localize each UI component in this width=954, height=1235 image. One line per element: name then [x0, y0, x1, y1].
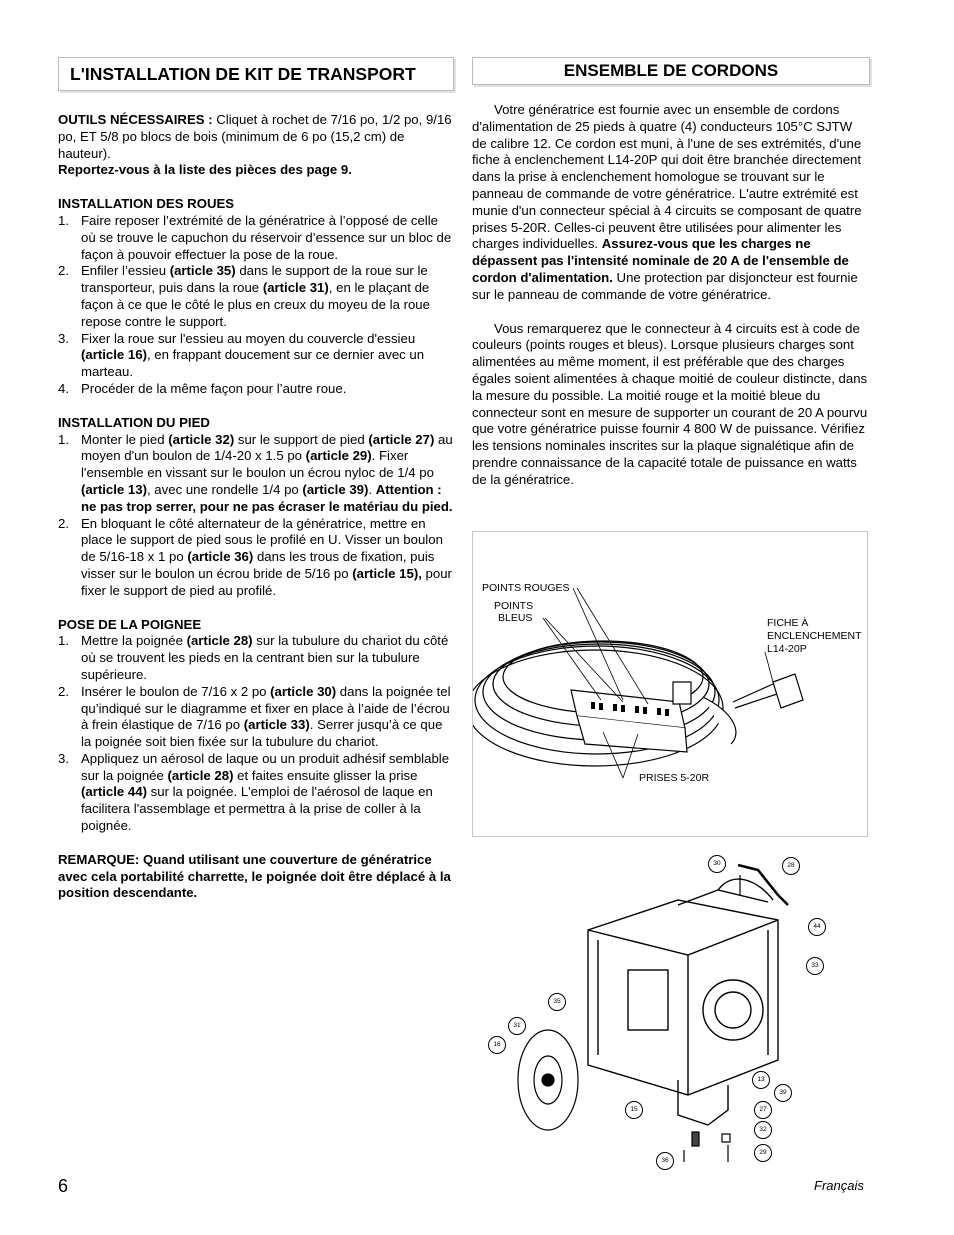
list-item: 3. Fixer la roue sur l'essieu au moyen du couvercle d'essieu (article 16), en frappant doucement sur ce dernier avec un marteau.	[58, 330, 425, 380]
list-item: 1. Faire reposer l’extrémité de la génératrice à l’opposé de celle où se trouve le capuchon du réservoir d’essence sur un bloc de façon à pouvoir effectuer la pose de la roue.	[58, 212, 452, 262]
cord-paragraph-2: Vous remarquerez que le connecteur à 4 circuits est à code de couleurs (points rouges et bleus). Lorsque plusieurs charges sont alimentées au même moment, il est préférable que des charges égales soient alimentées à chaque moitié de couleur distincte, dans la mesure du possible. La moitié rouge et la moitié bleue du connecteur sont en mesure de supporter un courant de 20 A pourvu que votre génératrice puisse fournir 4 800 W de puissance. Vérifiez les tensions nominales inscrites sur la plaque signalétique afin de prendre connaissance de la capacité totale de puissance en watts de la génératrice.	[472, 320, 868, 487]
callout-44: 44	[808, 918, 826, 936]
page-number: 6	[58, 1176, 69, 1196]
callout-36: 36	[656, 1152, 674, 1170]
callout-33: 33	[806, 957, 824, 975]
outlets-label: PRISES 5-20R	[639, 772, 710, 784]
wheels-heading: INSTALLATION DES ROUES	[58, 196, 235, 212]
cord-paragraph-1: Votre génératrice est fournie avec un ensemble de cordons d'alimentation de 25 pieds à quatre (4) conducteurs 105°C SJTW de calibre 12. Ce cordon est muni, à l'une de ses extrémités, d'une fiche à enclenchement L14-20P qui doit être branchée directement dans la prise à enclenchement homologue se trouvant sur le panneau de commande de votre génératrice. L'autre extrémité est munie d'un connecteur spécial à 4 circuits se composant de quatre prises 5-20R. Celles-ci peuvent être utilisées pour alimenter les charges individuelles. Assurez-vous que les charges ne dépassent pas l'intensité nominale de 20 A de l'ensemble de cordon d'alimentation. Une protection par disjoncteur est fournie sur le panneau de commande de votre génératrice.	[472, 102, 862, 302]
list-item: 2. En bloquant le côté alternateur de la génératrice, mettre en place le support de pied sous le profilé en U. Visser un boulon de 5/16-18 x 1 po (article 36) dans les trous de fixation, puis visser sur le boulon un écrou bride de 5/16 po (article 15), pour fixer le support de pied au profilé.	[58, 515, 452, 598]
callout-30: 30	[708, 855, 726, 873]
list-item: 1. Monter le pied (article 32) sur le support de pied (article 27) au moyen d'un boulon de 1/4-20 x 1.5 po (article 29). Fixer l'ensemble en vissant sur le boulon un écrou nyloc de 1/4 po (article 13), avec une rondelle 1/4 po (article 39). Attention : ne pas trop serrer, pour ne pas écraser le matériau du pied.	[58, 431, 453, 514]
generator-assembly-figure	[478, 850, 838, 1175]
callout-13: 13	[752, 1071, 770, 1089]
foot-heading: INSTALLATION DU PIED	[58, 414, 210, 430]
section-title-transport-kit: L'INSTALLATION DE KIT DE TRANSPORT	[58, 57, 454, 91]
language-label: Français	[814, 1178, 864, 1193]
callout-28: 28	[782, 857, 800, 875]
callout-15: 15	[625, 1101, 643, 1119]
handle-steps	[58, 633, 454, 835]
callout-32: 32	[754, 1121, 772, 1139]
callout-39: 39	[774, 1084, 792, 1102]
handle-heading: POSE DE LA POIGNEE	[58, 616, 202, 632]
section-title-cord-set: ENSEMBLE DE CORDONS	[472, 57, 870, 85]
callout-29: 29	[754, 1144, 772, 1162]
right-column	[472, 57, 870, 489]
cord-illustration	[473, 532, 867, 836]
note-paragraph: REMARQUE: Quand utilisant une couverture de génératrice avec cela portabilité charrette, le poignée doit être déplacé à la position descendante.	[58, 851, 451, 901]
list-item: 2. Enfiler l’essieu (article 35) dans le support de la roue sur le transporteur, puis dans la roue (article 31), en le plaçant de façon à ce que le côté le plus en creux du moyeu de la roue repose contre le support.	[58, 263, 430, 329]
plug-label-line2: ENCLENCHEMENT	[767, 630, 862, 642]
tools-paragraph	[58, 112, 454, 162]
callout-27: 27	[754, 1101, 772, 1119]
generator-illustration	[478, 850, 838, 1175]
tools-label: OUTILS NÉCESSAIRES :	[58, 112, 213, 127]
wheels-steps	[58, 213, 454, 398]
blue-dots-label-line1: POINTS	[494, 600, 534, 612]
plug-label-line1: FICHE À	[767, 617, 809, 629]
list-item: 1. Mettre la poignée (article 28) sur la tubulure du chariot du côté où se trouvent les pieds en la centrant bien sur la tubulure supérieure.	[58, 633, 449, 682]
blue-dots-label-line2: BLEUS	[498, 612, 533, 624]
parts-reference: Reportez-vous à la liste des pièces des page 9.	[58, 162, 352, 178]
callout-31: 31	[508, 1017, 526, 1035]
red-dots-label: POINTS ROUGES	[482, 582, 570, 594]
left-column	[58, 57, 454, 902]
callout-35: 35	[548, 993, 566, 1011]
foot-steps	[58, 432, 454, 600]
cord-set-figure	[472, 531, 868, 837]
callout-16: 16	[488, 1036, 506, 1054]
plug-label-line3: L14-20P	[767, 643, 807, 655]
tools-text: Cliquet à rochet de 7/16 po, 1/2 po, 9/16 po, ET 5/8 po blocs de bois (minimum de 6 po (15,2 cm) de hauteur).	[58, 112, 452, 161]
list-item: 3. Appliquez un aérosol de laque ou un produit adhésif semblable sur la poignée (article 28) et faites ensuite glisser la prise (article 44) sur la poignée. L'emploi de l'aérosol de laque en facilitera l'assemblage et permettra à la prise de coller à la poignée.	[58, 750, 450, 834]
list-item: 2. Insérer le boulon de 7/16 x 2 po (article 30) dans la poignée tel qu’indiqué sur le diagramme et fixer en place à l’aide de l’écrou à frein élastique de 7/16 po (article 33). Serrer jusqu’à ce que la poignée soit bien fixée sur la tubulure du chariot.	[58, 683, 451, 750]
list-item: 4. Procéder de la même façon pour l’autre roue.	[58, 380, 347, 396]
